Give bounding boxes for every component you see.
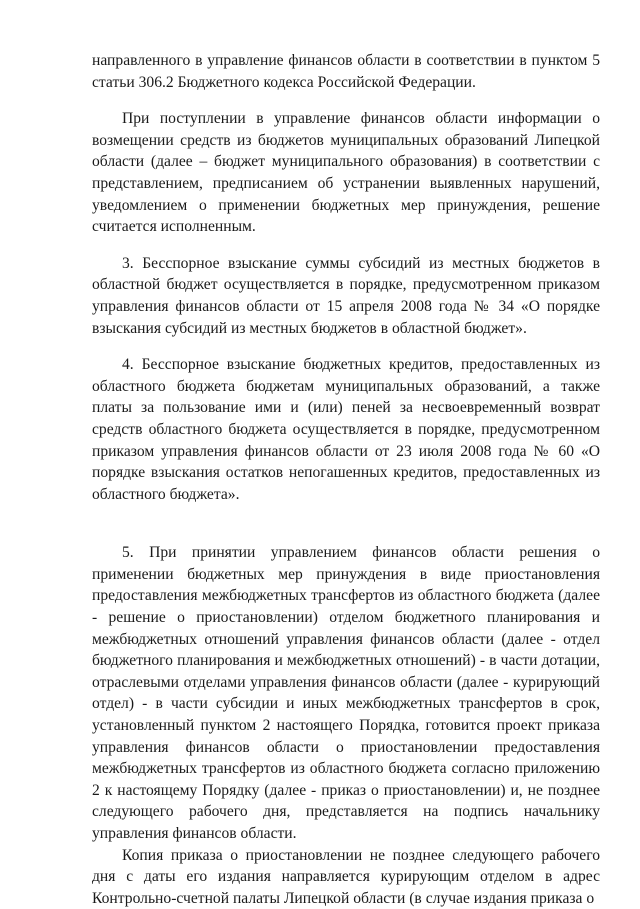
paragraph-item-3: 3. Бесспорное взыскание суммы субсидий из местных бюджетов в областной бюджет осуществляется в порядке, предусмотренном приказом управления финансов области от 15 апреля 2008 года № 34 «О порядке взыскания субсидий из местных бюджетов в областной бюджет».: [92, 254, 600, 337]
paragraph-item-4: 4. Бесспорное взыскание бюджетных кредитов, предоставленных из областного бюджета бюджетам муниципальных образований, а также платы за пользование ими и (или) пеней за несвоевременный возврат средств областного бюджета осуществляется в порядке, предусмотренном приказом управления финансов области от 23 июля 2008 года № 60 «О порядке взыскания остатков непогашенных кредитов, предоставленных из областного бюджета».: [92, 356, 600, 503]
paragraph-continuation: направленного в управление финансов области в соответствии в пунктом 5 статьи 306.2 Бюджетного кодекса Российской Федерации.: [92, 52, 600, 91]
document-page: [92, 50, 600, 909]
paragraph-order-copy: Копия приказа о приостановлении не позднее следующего рабочего дня с даты его издания направляется курирующим отделом в адрес Контрольно-счетной палаты Липецкой области (в случае издания приказа о: [92, 846, 600, 907]
paragraph-information-receipt: При поступлении в управление финансов области информации о возмещении средств из бюджетов муниципальных образований Липецкой области (далее – бюджет муниципального образования) в соответствии с представлением, предписанием об устранении выявленных нарушений, уведомлением о применении бюджетных мер принуждения, решение считается исполненным.: [92, 110, 600, 236]
paragraph-item-5: 5. При принятии управлением финансов области решения о применении бюджетных мер принуждения в виде приостановления предоставления межбюджетных трансфертов из областного бюджета (далее - решение о приостановлении) отделом бюджетного планирования и межбюджетных отношений управления финансов области (далее - отдел бюджетного планирования и межбюджетных отношений) - в части дотации, отраслевыми отделами управления финансов области (далее - курирующий отдел) - в части субсидии и иных межбюджетных трансфертов в срок, установленный пунктом 2 настоящего Порядка, готовится проект приказа управления финансов области о приостановлении предоставления межбюджетных трансфертов из областного бюджета согласно приложению 2 к настоящему Порядку (далее - приказ о приостановлении) и, не позднее следующего рабочего дня, представляется на подпись начальнику управления финансов области.: [92, 544, 600, 842]
